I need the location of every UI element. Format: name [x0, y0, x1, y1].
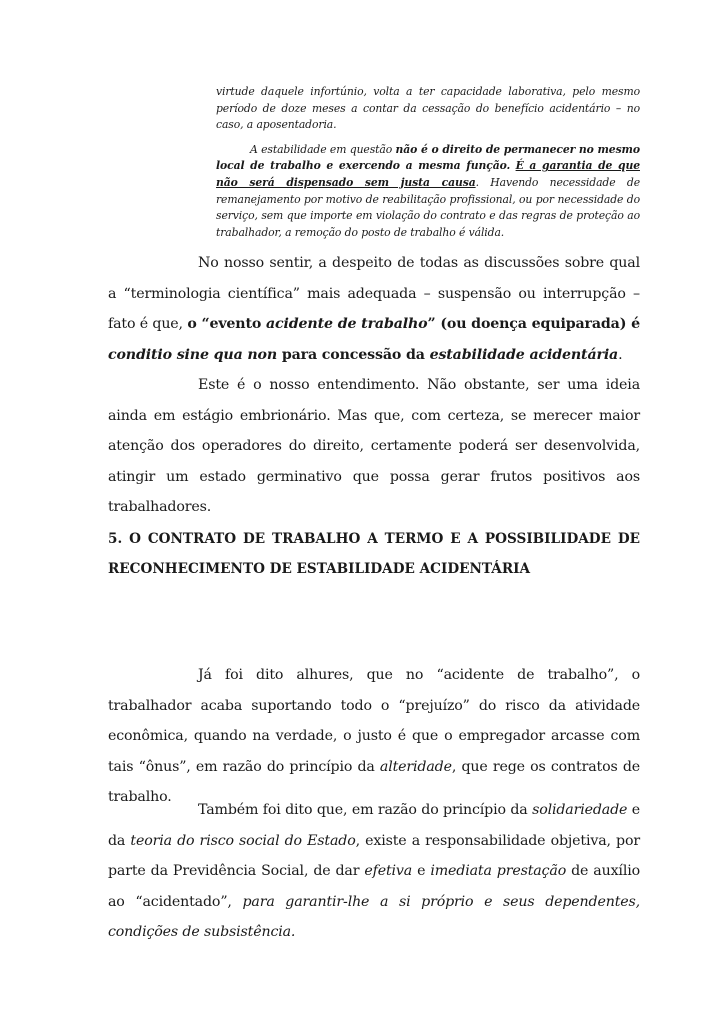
italic-text: imediata prestação — [430, 863, 567, 880]
italic-text: alteridade — [379, 758, 452, 775]
text: Já foi dito alhures, que no “acidente de trabalho”, o trabalhador acaba suportando todo o “prejuízo” do risco da atividade econômica, quando na verdade, o justo é que o empregador arcasse com tais “ônus”, em razão do princípio da — [108, 667, 640, 775]
text: e da — [108, 802, 641, 849]
text: , existe a responsabilidade objetiva, por parte da Previdência Social, de dar — [108, 832, 640, 880]
italic-text: solidariedade — [532, 802, 628, 818]
block-quote — [216, 84, 640, 241]
quote-text: A estabilidade em questão — [250, 142, 396, 156]
paragraph-1 — [108, 248, 640, 370]
quote-text: . Havendo necessidade de remanejamento por motivo de reabilitação profissional, ou por necessidade do serviço, sem que importe em violação do contrato e das regras de proteção ao trabalhador, a remoção do posto de trabalho é válida. — [216, 175, 640, 239]
paragraph-text: Este é o nosso entendimento. Não obstante, ser uma ideia ainda em estágio embrionário. Mas que, com certeza, se merecer maior atenção dos operadores do direito, certamente poderá ser desenvolvida, atingir um estado germinativo que possa gerar frutos positivos aos trabalhadores. — [108, 377, 640, 516]
italic-text: teoria do risco social do Estado — [130, 832, 356, 849]
bold-text: o “evento — [187, 316, 267, 333]
bold-text: ” (ou doença equiparada) é — [427, 316, 640, 333]
text: No nosso sentir, a despeito de todas as discussões sobre qual a “terminologia científica” mais adequada – suspensão ou interrupção – fato é que, — [108, 255, 640, 333]
paragraph-2 — [108, 370, 640, 523]
text: e — [412, 863, 431, 880]
text: Também foi dito que, em razão do princípio da — [198, 802, 533, 818]
bold-italic-text: conditio sine qua non — [108, 346, 278, 363]
italic-text: para garantir-lhe a si próprio e seus dependentes, condições de subsistência. — [108, 893, 640, 941]
bold-text: para concessão da — [277, 346, 430, 363]
quote-emphasis-underlined: É a garantia de que não será dispensado sem justa causa — [216, 159, 640, 189]
paragraph-4 — [108, 795, 640, 948]
section-heading — [108, 524, 640, 584]
section-heading-text: 5. O CONTRATO DE TRABALHO A TERMO E A POSSIBILIDADE DE RECONHECIMENTO DE ESTABILIDADE ACIDENTÁRIA — [108, 531, 640, 577]
bold-italic-text: estabilidade acidentária — [429, 346, 619, 363]
text: . — [618, 346, 623, 363]
text: de auxílio ao “acidentado”, — [108, 863, 640, 910]
quote-paragraph-2 — [216, 142, 640, 242]
text: , que rege os contratos de trabalho. — [108, 758, 640, 806]
bold-italic-text: acidente de trabalho — [266, 316, 428, 333]
quote-paragraph-1: virtude daquele infortúnio, volta a ter capacidade laborativa, pelo mesmo período de doze meses a contar da cessação do benefício acidentário – no caso, a aposentadoria. — [216, 85, 640, 132]
quote-emphasis: não é o direito de permanecer no mesmo local de trabalho e exercendo a mesma função. — [216, 142, 640, 173]
paragraph-3 — [108, 660, 640, 813]
italic-text: efetiva — [364, 863, 413, 880]
